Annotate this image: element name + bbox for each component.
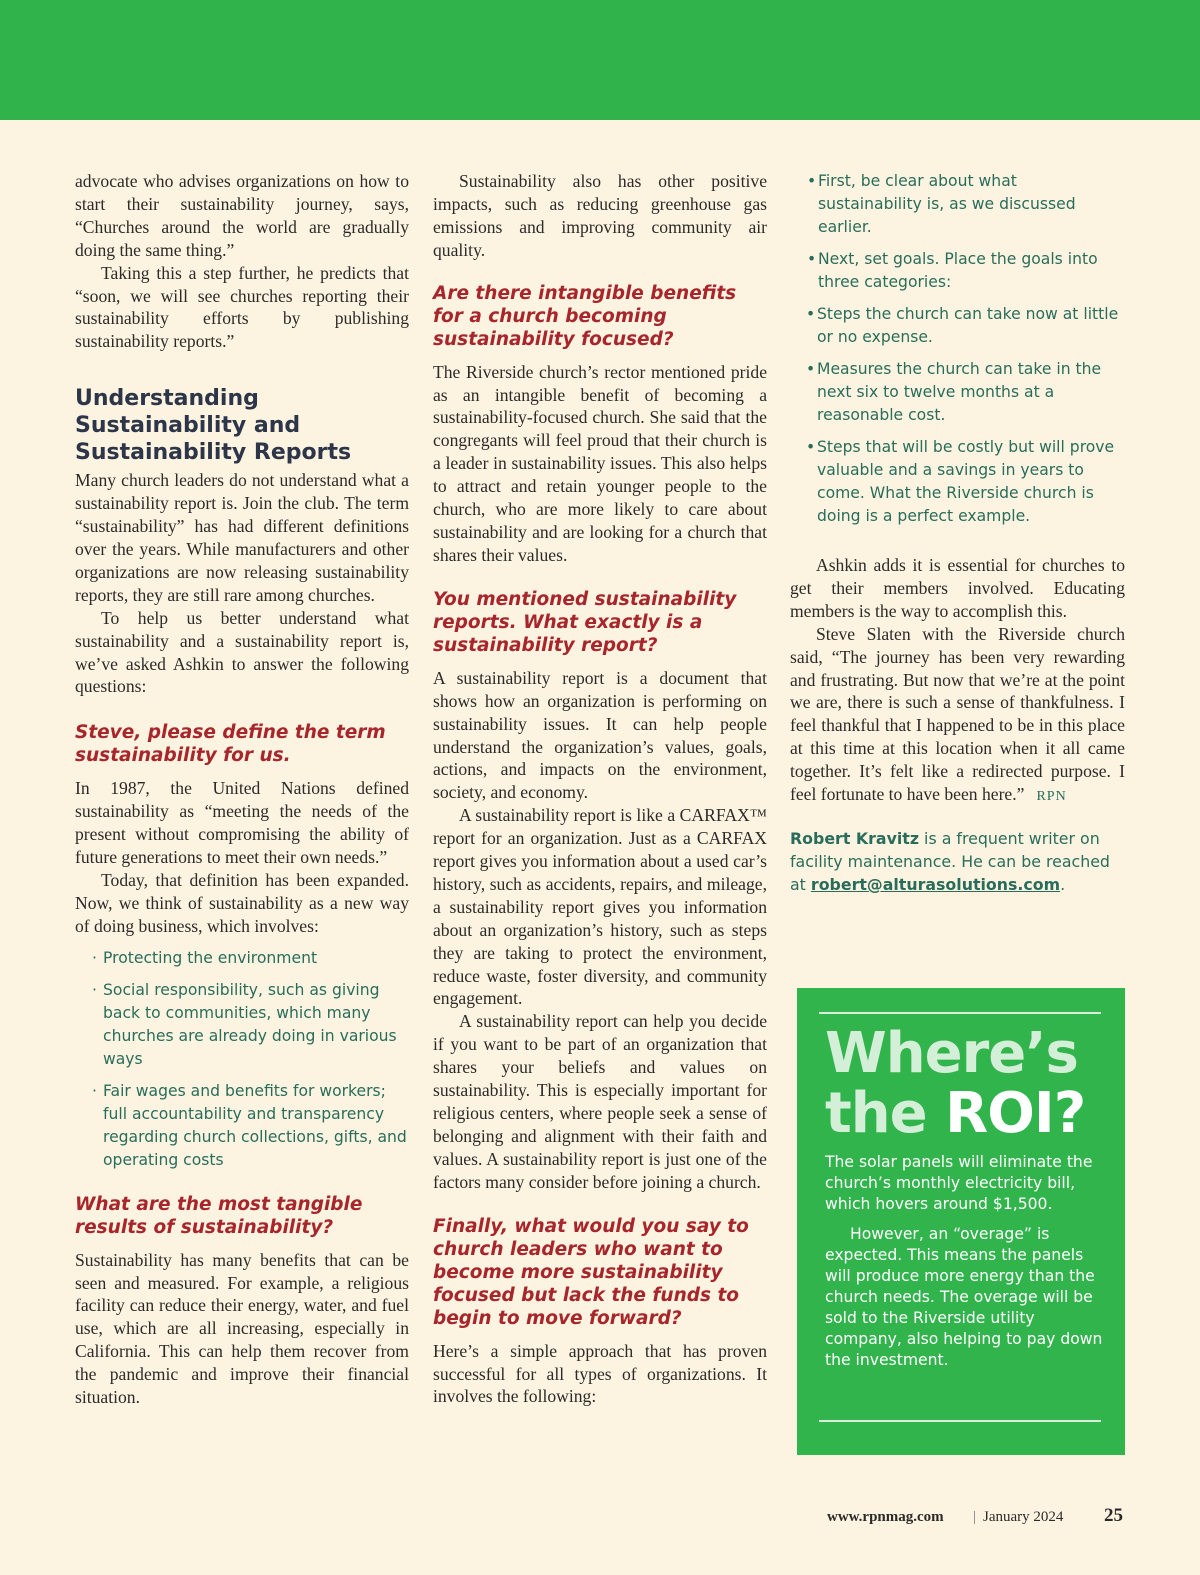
bullet-list: [790, 170, 1125, 294]
section-heading: Understanding Sustainability and Sustainability Reports: [75, 386, 352, 466]
bottom-rule: [819, 1420, 1101, 1422]
quote-text: Steve Slaten with the Riverside church said, “The journey has been very rewarding and frustrating. But now that we’re at the point we are, there is such a sense of thankfulness. I feel thankful that I happened to be in this place at this time at this location when it all came together. It’s felt like a redirected purpose. I feel fortunate to have been here.”: [790, 623, 1125, 805]
paragraph: advocate who advises organizations on how to start their sustainability journey, says, “Churches around the world are gradually doing the same thing.”: [75, 171, 409, 260]
paragraph: The Riverside church’s rector mentioned pride as an intangible benefit of becoming a sustainability-focused church. She said that the congregants will feel proud that their church is a leader in sustainability issues. This also helps to attract and retain younger people to the church, who are more likely to care about sustainability and are looking for a church that shares their values.: [433, 361, 767, 565]
list-item: • Steps the church can take now at little or no expense.: [790, 303, 1125, 349]
header-color-band: [0, 0, 1200, 120]
article-column-3: [790, 170, 1125, 896]
article-column-2: [433, 170, 767, 1408]
sub-bullet-list: [790, 303, 1125, 528]
sidebar-paragraph: The solar panels will eliminate the church’s monthly electricity bill, which hovers around $1,500.: [825, 1153, 1093, 1213]
end-mark: RPN: [1036, 789, 1067, 805]
sidebar-title-roi: ROI?: [945, 1081, 1086, 1146]
list-item: · Fair wages and benefits for workers; full accountability and transparency regarding church collections, gifts, and operating costs: [75, 1080, 409, 1172]
footer-website: www.rpnmag.com: [827, 1509, 944, 1525]
list-item: • Measures the church can take in the next six to twelve months at a reasonable cost.: [790, 358, 1125, 427]
question-heading: Are there intangible benefits for a church becoming sustainability focused?: [433, 282, 737, 350]
bio-end: .: [1060, 874, 1066, 894]
paragraph: A sustainability report is a document that shows how an organization is performing on sustainability issues. It can help people understand the organization’s values, goals, actions, and impacts on the environment, society, and economy.: [433, 667, 767, 803]
paragraph: Here’s a simple approach that has proven successful for all types of organizations. It involves the following:: [433, 1340, 767, 1407]
paragraph: Today, that definition has been expanded. Now, we think of sustainability as a new way of doing business, which involves:: [75, 869, 409, 936]
list-item: • First, be clear about what sustainability is, as we discussed earlier.: [790, 170, 1125, 239]
footer-issue: January 2024: [983, 1509, 1064, 1525]
list-item: • Next, set goals. Place the goals into three categories:: [790, 248, 1125, 294]
roi-sidebar-box: [797, 988, 1125, 1455]
paragraph: Sustainability has many benefits that can be seen and measured. For example, a religious facility can reduce their energy, water, and fuel use, which are all increasing, especially in California. This can help them recover from the pandemic and improve their financial situation.: [75, 1249, 409, 1408]
page-number: 25: [1104, 1505, 1123, 1526]
author-name: Robert Kravitz: [790, 828, 920, 848]
question-heading: Steve, please define the term sustainability for us.: [75, 722, 386, 767]
footer-separator: |: [973, 1509, 977, 1525]
paragraph: To help us better understand what sustainability and a sustainability report is, we’ve asked Ashkin to answer the following questions:: [75, 607, 409, 697]
paragraph: In 1987, the United Nations defined sustainability as “meeting the needs of the present without compromising the ability of future generations to meet their own needs.”: [75, 778, 409, 868]
paragraph: Taking this a step further, he predicts that “soon, we will see churches reporting their sustainability efforts by publishing sustainability reports.”: [75, 262, 409, 352]
paragraph: Sustainability also has other positive impacts, such as reducing greenhouse gas emissions and improving community air quality.: [433, 171, 767, 260]
paragraph: Ashkin adds it is essential for churches to get their members involved. Educating members is the way to accomplish this.: [790, 555, 1125, 621]
list-item: • Steps that will be costly but will prove valuable and a savings in years to come. What the Riverside church is doing is a perfect example.: [790, 436, 1125, 528]
paragraph: A sustainability report can help you decide if you want to be part of an organization that shares your beliefs and values on sustainability. This is especially important for religious centers, where people seek a sense of belonging and alignment with their faith and values. A sustainability report is just one of the factors many consider before joining a church.: [433, 1011, 767, 1192]
top-rule: [819, 1012, 1101, 1014]
question-heading: What are the most tangible results of sustainability?: [75, 1193, 363, 1238]
paragraph: Many church leaders do not understand what a sustainability report is. Join the club. The term “sustainability” has had different definitions over the years. While manufacturers and other organizations are now releasing sustainability reports, they are still rare among churches.: [75, 470, 409, 605]
list-item: · Social responsibility, such as giving back to communities, which many churches are already doing in various ways: [75, 979, 409, 1071]
author-email-link[interactable]: robert@alturasolutions.com: [810, 874, 1061, 894]
sidebar-title: [825, 1021, 1086, 1146]
author-bio: [790, 827, 1125, 896]
list-item: · Protecting the environment: [75, 947, 409, 970]
paragraph: A sustainability report is like a CARFAX™ report for an organization. Just as a CARFAX report gives you information about a used car’s history, such as accidents, repairs, and mileage, a sustainability report gives you information about an organization’s history, such as steps they are taking to protect the environment, reduce waste, foster diversity, and community engagement.: [433, 805, 767, 1009]
sidebar-title-the: the: [825, 1081, 927, 1146]
bio-text: is a frequent writer on facility maintenance. He can be reached at: [790, 828, 1110, 894]
paragraph: [790, 623, 1125, 809]
question-heading: Finally, what would you say to church leaders who want to become more sustainability focused but lack the funds to begin to move forward?: [433, 1215, 749, 1329]
sidebar-paragraph: However, an “overage” is expected. This means the panels will produce more energy than the church needs. The overage will be sold to the Riverside utility company, also helping to pay down the investment.: [825, 1225, 1103, 1369]
article-column-1: [75, 170, 409, 1409]
sidebar-title-line1: Where’s: [825, 1021, 1078, 1086]
question-heading: You mentioned sustainability reports. What exactly is a sustainability report?: [433, 588, 737, 656]
bullet-list: [75, 947, 409, 1172]
